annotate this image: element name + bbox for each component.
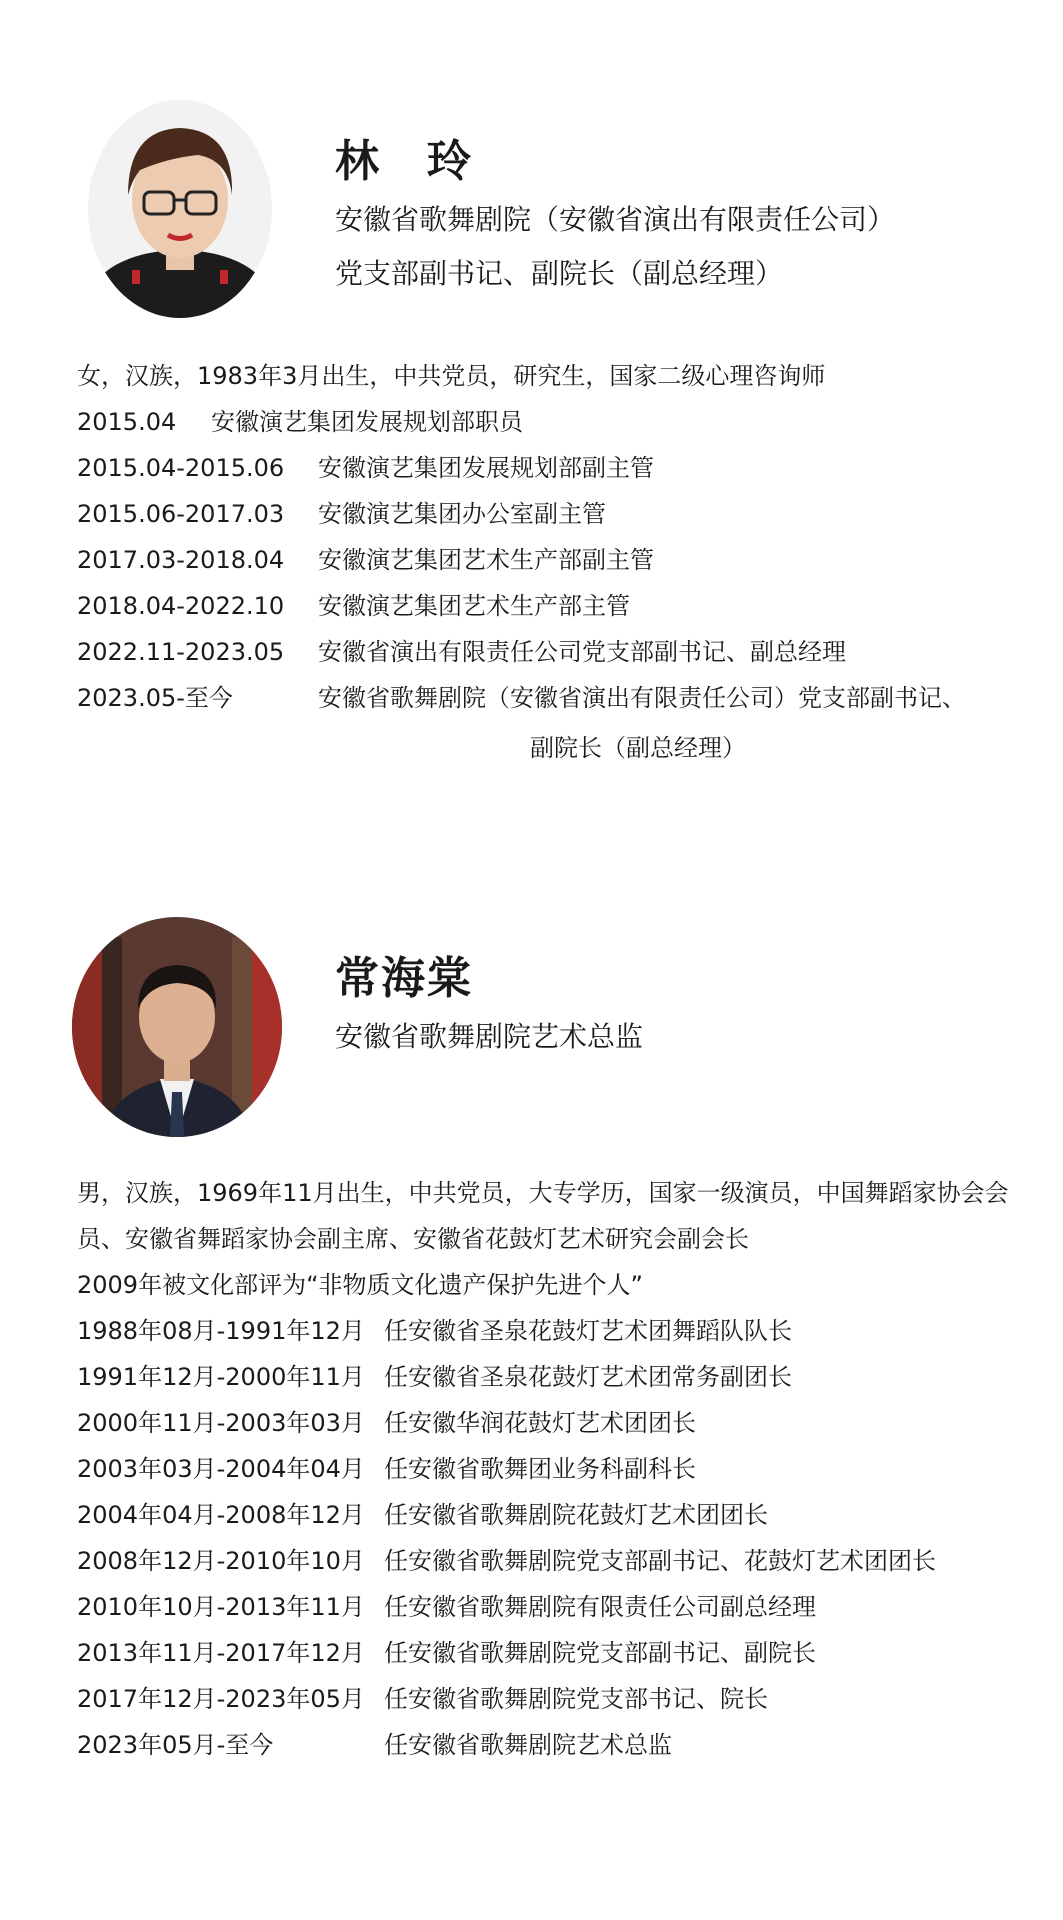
career-text: 任安徽省歌舞剧院党支部副书记、副院长 [384, 1639, 816, 1667]
career-row [77, 399, 1057, 445]
career-text: 任安徽省歌舞剧院党支部书记、院长 [384, 1685, 768, 1713]
career-row [77, 1722, 1057, 1768]
portrait-image [88, 100, 272, 318]
career-period: 2003年03月-2004年04月 [77, 1455, 365, 1483]
career-text-continuation: 副院长（副总经理） [530, 734, 746, 762]
career-period: 2000年11月-2003年03月 [77, 1409, 365, 1437]
career-period: 2010年10月-2013年11月 [77, 1593, 365, 1621]
career-text: 安徽演艺集团艺术生产部副主管 [318, 546, 654, 574]
portrait-image [72, 917, 282, 1137]
career-row [77, 629, 1057, 675]
career-period: 2023年05月-至今 [77, 1731, 274, 1759]
career-period: 1988年08月-1991年12月 [77, 1317, 365, 1345]
career-row [77, 1676, 1057, 1722]
portrait-photo-1 [88, 100, 272, 318]
career-row [77, 675, 1057, 721]
career-text: 任安徽省歌舞团业务科副科长 [384, 1455, 696, 1483]
career-text: 安徽演艺集团艺术生产部主管 [318, 592, 630, 620]
career-row [77, 1584, 1057, 1630]
career-period: 2022.11-2023.05 [77, 638, 285, 666]
career-row [77, 491, 1057, 537]
career-list [77, 399, 1057, 721]
profile-name: 常海棠 [335, 953, 473, 1004]
career-text: 安徽省演出有限责任公司党支部副书记、副总经理 [318, 638, 846, 666]
profile-title-line: 党支部副书记、副院长（副总经理） [335, 257, 784, 290]
career-text: 任安徽华润花鼓灯艺术团团长 [384, 1409, 696, 1437]
profile-title-line: 安徽省歌舞剧院（安徽省演出有限责任公司） [335, 203, 896, 236]
career-period: 2013年11月-2017年12月 [77, 1639, 365, 1667]
profile-bio-extra: 2009年被文化部评为“非物质文化遗产保护先进个人” [77, 1271, 643, 1299]
career-row [77, 1630, 1057, 1676]
career-text: 安徽演艺集团发展规划部副主管 [318, 454, 654, 482]
profile-bio: 女，汉族，1983年3月出生，中共党员，研究生，国家二级心理咨询师 [77, 362, 826, 390]
career-row [77, 537, 1057, 583]
career-period: 2023.05-至今 [77, 684, 233, 712]
career-text: 任安徽省圣泉花鼓灯艺术团常务副团长 [384, 1363, 792, 1391]
career-period: 2015.06-2017.03 [77, 500, 285, 528]
career-text: 任安徽省歌舞剧院花鼓灯艺术团团长 [384, 1501, 768, 1529]
profile-bio: 男，汉族，1969年11月出生，中共党员，大专学历，国家一级演员，中国舞蹈家协会会员、安徽省舞蹈家协会副主席、安徽省花鼓灯艺术研究会副会长 [77, 1179, 1009, 1253]
career-period: 2015.04 [77, 408, 177, 436]
career-period: 2017年12月-2023年05月 [77, 1685, 365, 1713]
career-row [77, 1400, 1057, 1446]
career-row [77, 1354, 1057, 1400]
portrait-photo-2 [72, 917, 282, 1137]
career-period: 2008年12月-2010年10月 [77, 1547, 365, 1575]
career-period: 1991年12月-2000年11月 [77, 1363, 365, 1391]
career-period: 2004年04月-2008年12月 [77, 1501, 365, 1529]
career-period: 2018.04-2022.10 [77, 592, 285, 620]
career-period: 2015.04-2015.06 [77, 454, 285, 482]
career-row [77, 1308, 1057, 1354]
career-row [77, 1446, 1057, 1492]
career-row [77, 1538, 1057, 1584]
career-period: 2017.03-2018.04 [77, 546, 285, 574]
career-row [77, 1492, 1057, 1538]
career-row [77, 445, 1057, 491]
profile-name: 林 玲 [335, 136, 473, 187]
profile-title-line: 安徽省歌舞剧院艺术总监 [335, 1020, 644, 1053]
career-text: 安徽演艺集团办公室副主管 [318, 500, 606, 528]
career-row [77, 583, 1057, 629]
career-text: 安徽演艺集团发展规划部职员 [211, 408, 523, 436]
career-list [77, 1308, 1057, 1768]
career-text: 任安徽省圣泉花鼓灯艺术团舞蹈队队长 [384, 1317, 792, 1345]
career-text: 安徽省歌舞剧院（安徽省演出有限责任公司）党支部副书记、 [318, 684, 966, 712]
career-text: 任安徽省歌舞剧院党支部副书记、花鼓灯艺术团团长 [384, 1547, 936, 1575]
career-text: 任安徽省歌舞剧院艺术总监 [384, 1731, 672, 1759]
career-text: 任安徽省歌舞剧院有限责任公司副总经理 [384, 1593, 816, 1621]
